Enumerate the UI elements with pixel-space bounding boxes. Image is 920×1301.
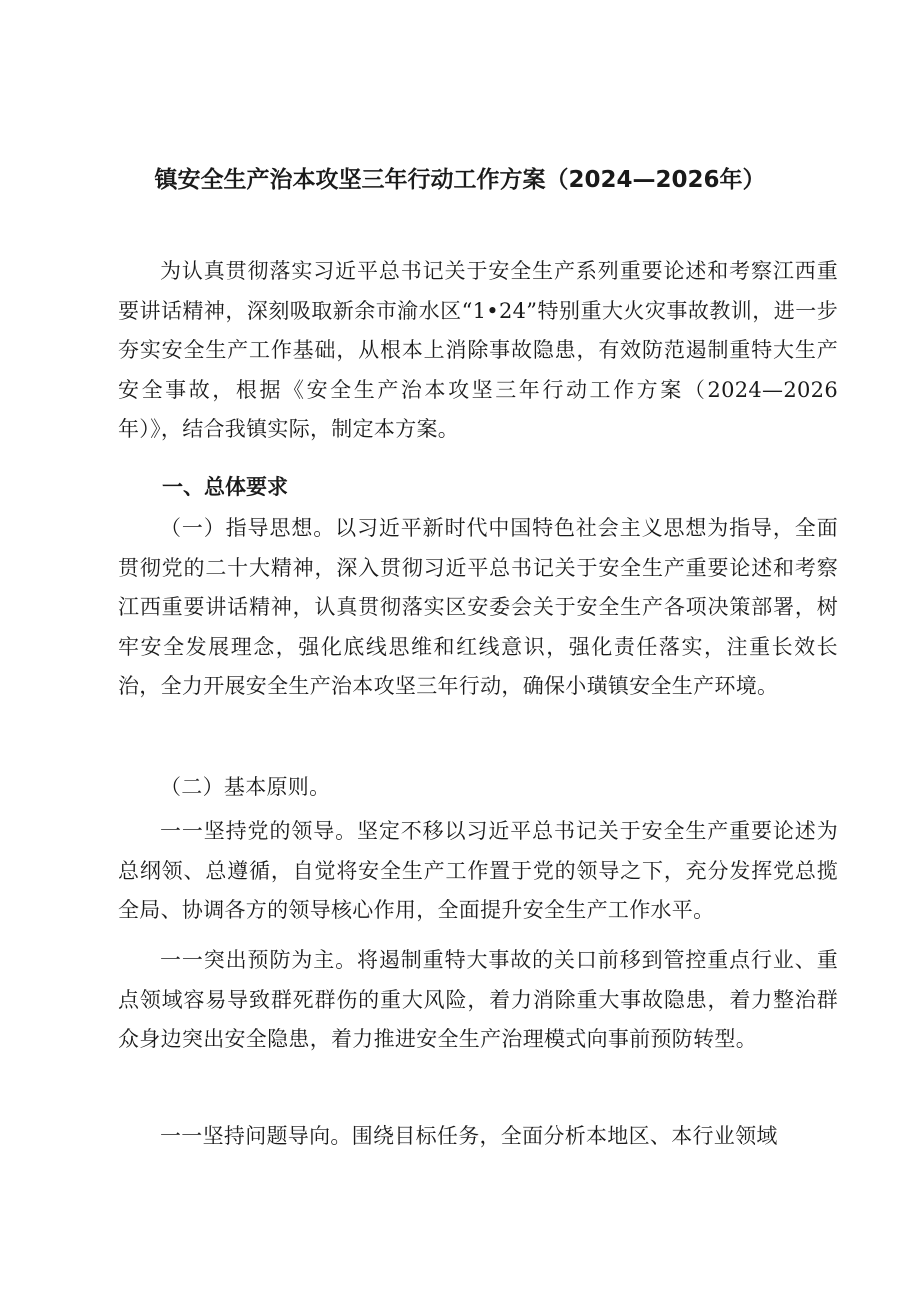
document-title: 镇安全生产治本攻坚三年行动工作方案（2024—2026年）	[154, 167, 766, 193]
principle-prevention-first: 一一突出预防为主。将遏制重特大事故的关口前移到管控重点行业、重点领域容易导致群死群伤的重大风险，着力消除重大事故隐患，着力整治群众身边突出安全隐患，着力推进安全生产治理模式向事前预防转型。	[118, 948, 838, 1051]
guiding-thought-paragraph: （一）指导思想。以习近平新时代中国特色社会主义思想为指导，全面贯彻党的二十大精神，深入贯彻习近平总书记关于安全生产重要论述和考察江西重要讲话精神，认真贯彻落实区安委会关于安全生产各项决策部署，树牢安全发展理念，强化底线思维和红线意识，强化责任落实，注重长效长治，全力开展安全生产治本攻坚三年行动，确保小璜镇安全生产环境。	[118, 516, 838, 698]
section-heading-general-requirements: 一、总体要求	[162, 475, 288, 499]
principle-problem-oriented: 一一坚持问题导向。围绕目标任务，全面分析本地区、本行业领域	[160, 1124, 778, 1148]
principle-party-leadership: 一一坚持党的领导。坚定不移以习近平总书记关于安全生产重要论述为总纲领、总遵循，自觉将安全生产工作置于党的领导之下，充分发挥党总揽全局、协调各方的领导核心作用，全面提升安全生产工作水平。	[118, 819, 838, 922]
basic-principles-heading: （二）基本原则。	[160, 775, 331, 799]
intro-paragraph: 为认真贯彻落实习近平总书记关于安全生产系列重要论述和考察江西重要讲话精神，深刻吸取新余市渝水区“1•24”特别重大火灾事故教训，进一步夯实安全生产工作基础，从根本上消除事故隐患，有效防范遏制重特大生产安全事故，根据《安全生产治本攻坚三年行动工作方案（2024—2026年）》，结合我镇实际，制定本方案。	[118, 259, 838, 441]
